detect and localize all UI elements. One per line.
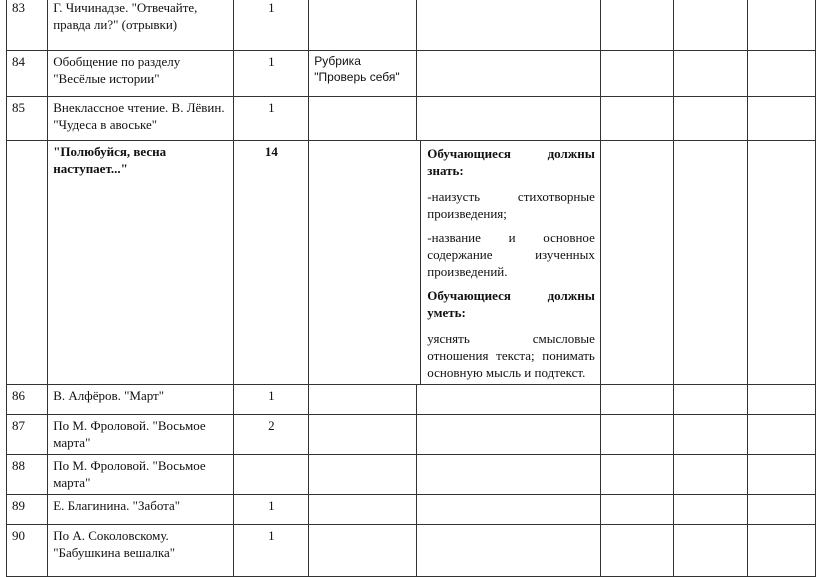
lesson-title: Е. Благинина. "Забота" [48,495,234,525]
empty-cell [600,455,673,495]
lesson-hours: 2 [234,415,309,455]
lesson-title: По А. Соколовскому. "Бабушкина вешалка" [48,525,234,577]
empty-cell [416,415,600,455]
lesson-number: 86 [7,385,48,415]
empty-cell [416,385,600,415]
empty-cell [674,455,748,495]
table-row [7,525,816,577]
empty-cell [748,385,816,415]
lesson-number: 90 [7,525,48,577]
lesson-title: В. Алфёров. "Март" [48,385,234,415]
lesson-number: 83 [7,0,48,51]
lesson-hours: 1 [234,495,309,525]
empty-cell [600,0,673,51]
lesson-note: Рубрика "Проверь себя" [309,51,416,97]
empty-cell [600,525,673,577]
requirements-block [420,141,600,384]
empty-cell [748,97,816,141]
empty-cell [674,0,748,51]
section-requirements [309,141,601,385]
lesson-hours: 1 [234,51,309,97]
empty-cell [674,51,748,97]
empty-cell [674,141,748,385]
lesson-hours [234,455,309,495]
table-row [7,455,816,495]
empty-cell [748,415,816,455]
requirements-cell [416,97,600,141]
section-row [7,141,816,385]
empty-cell [748,455,816,495]
empty-cell [600,141,673,385]
empty-cell [309,455,416,495]
lesson-plan-table [6,0,816,577]
lesson-note [309,0,416,51]
table-row [7,51,816,97]
empty-cell [748,51,816,97]
lesson-number: 88 [7,455,48,495]
lesson-note [309,97,416,141]
empty-cell [600,385,673,415]
empty-cell [748,0,816,51]
empty-cell [600,415,673,455]
empty-cell [309,525,416,577]
know-item: -наизусть стихотворные произведения; [427,189,595,221]
lesson-hours: 1 [234,97,309,141]
empty-cell [674,525,748,577]
lesson-hours: 1 [234,525,309,577]
lesson-title: Обобщение по разделу "Весёлые истории" [48,51,234,97]
lesson-hours: 1 [234,0,309,51]
lesson-title: Внеклассное чтение. В. Лёвин. "Чудеса в авоське" [48,97,234,141]
empty-cell [674,97,748,141]
lesson-title: Г. Чичинадзе. "Отвечайте, правда ли?" (отрывки) [48,0,234,51]
empty-cell [674,385,748,415]
lesson-title: По М. Фроловой. "Восьмое марта" [48,415,234,455]
empty-cell [600,97,673,141]
able-heading: Обучающиеся должны уметь: [427,288,595,320]
table-row [7,415,816,455]
know-heading: Обучающиеся должны знать: [427,146,595,178]
empty-cell [416,455,600,495]
lesson-number: 85 [7,97,48,141]
lesson-title: По М. Фроловой. "Восьмое марта" [48,455,234,495]
requirements-cell [416,0,600,51]
lesson-number: 89 [7,495,48,525]
lesson-hours: 1 [234,385,309,415]
section-title: "Полюбуйся, весна наступает..." [48,141,234,385]
table-row [7,385,816,415]
empty-cell [748,525,816,577]
empty-cell [748,141,816,385]
table-row [7,97,816,141]
lesson-number: 84 [7,51,48,97]
able-item: уяснять смысловые отношения текста; понимать основную мысль и подтекст. [427,331,595,380]
table-row [7,0,816,51]
lesson-number: 87 [7,415,48,455]
empty-cell [309,415,416,455]
empty-cell [416,525,600,577]
know-item: -название и основное содержание изученных произведений. [427,230,595,279]
section-hours: 14 [234,141,309,385]
section-number [7,141,48,385]
empty-cell [600,51,673,97]
empty-cell [674,415,748,455]
requirements-cell [416,51,600,97]
empty-cell [309,385,416,415]
